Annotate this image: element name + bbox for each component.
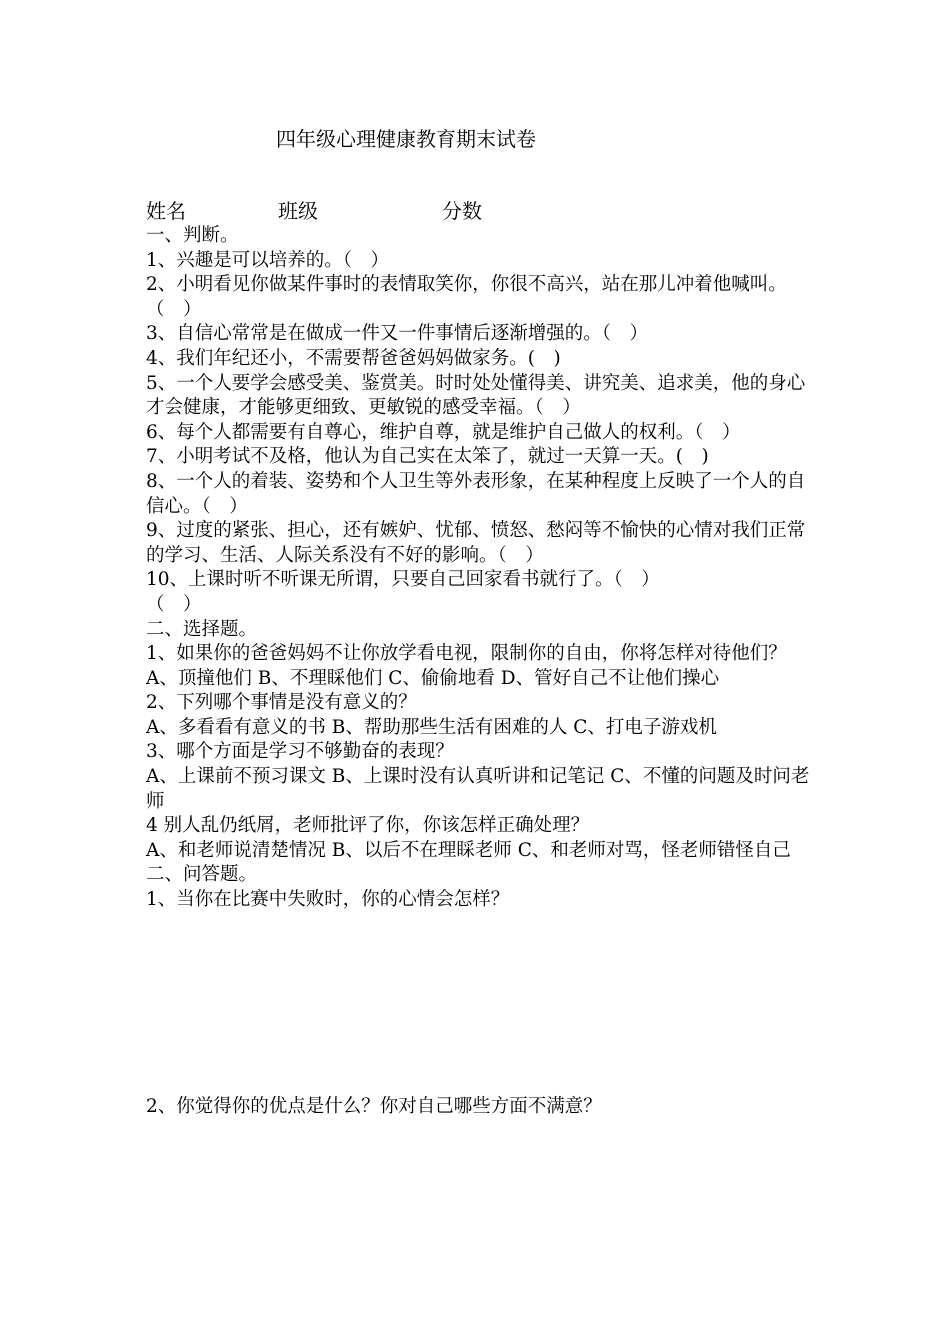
option-line: A、顶撞他们 B、不理睬他们 C、偷偷地看 D、管好自己不让他们操心 <box>146 667 720 689</box>
answer-bracket: （ ） <box>146 593 202 615</box>
question-line: 1、兴趣是可以培养的。（ ） <box>146 249 390 271</box>
option-line: A、上课前不预习课文 B、上课时没有认真听讲和记笔记 C、不懂的问题及时问老师 <box>146 766 810 812</box>
option-line: A、和老师说清楚情况 B、以后不在理睬老师 C、和老师对骂，怪老师错怪自己 <box>146 839 791 861</box>
question-line: 10、上课时听不听课无所谓，只要自己回家看书就行了。（ ） <box>146 569 660 591</box>
section-heading: 一、判断。 <box>146 225 239 246</box>
question-line: 1、当你在比赛中失败时，你的心情会怎样？ <box>146 889 510 911</box>
question-line: 3、哪个方面是学习不够勤奋的表现？ <box>146 741 454 763</box>
score-label: 分数 <box>442 199 482 223</box>
question-line: 4、我们年纪还小，不需要帮爸爸妈妈做家务。( ) <box>146 347 561 369</box>
section-heading: 二、问答题。 <box>146 864 258 886</box>
question-line: 7、小明考试不及格，他认为自己实在太笨了，就过一天算一天。( ) <box>146 446 709 468</box>
question-line: 3、自信心常常是在做成一件又一件事情后逐渐增强的。（ ） <box>146 323 649 345</box>
question-line: 5、一个人要学会感受美、鉴赏美。时时处处懂得美、讲究美、追求美，他的身心才会健康，才能够更细致、更敏锐的感受幸福。（ ） <box>146 372 806 419</box>
class-label: 班级 <box>278 199 318 223</box>
question-content <box>146 224 810 913</box>
question-line: 2、下列哪个事情是没有意义的？ <box>146 692 417 714</box>
option-line: A、多看看有意义的书 B、帮助那些生活有困难的人 C、打电子游戏机 <box>146 716 717 738</box>
question-line: 1、如果你的爸爸妈妈不让你放学看电视，限制你的自由，你将怎样对待他们？ <box>146 643 787 665</box>
question-line: 4 别人乱仍纸屑，老师批评了你，你该怎样正确处理？ <box>146 815 590 837</box>
name-label: 姓名 <box>146 199 186 223</box>
question-line: 8、一个人的着装、姿势和个人卫生等外表形象，在某种程度上反映了一个人的自信心。（ ） <box>146 470 806 517</box>
question-line: 2、小明看见你做某件事时的表情取笑你，你很不高兴，站在那儿冲着他喊叫。（ ） <box>146 274 787 320</box>
section-heading: 二、选择题。 <box>146 618 258 640</box>
question-line: 9、过度的紧张、担心，还有嫉妒、忧郁、愤怒、愁闷等不愉快的心情对我们正常的学习、生活、人际关系没有不好的影响。（ ） <box>146 520 806 566</box>
page-title: 四年级心理健康教育期末试卷 <box>276 127 536 151</box>
question-line: 6、每个人都需要有自尊心，维护自尊，就是维护自己做人的权利。（ ） <box>146 421 741 443</box>
question-line-last: 2、你觉得你的优点是什么？你对自己哪些方面不满意？ <box>146 1096 602 1117</box>
